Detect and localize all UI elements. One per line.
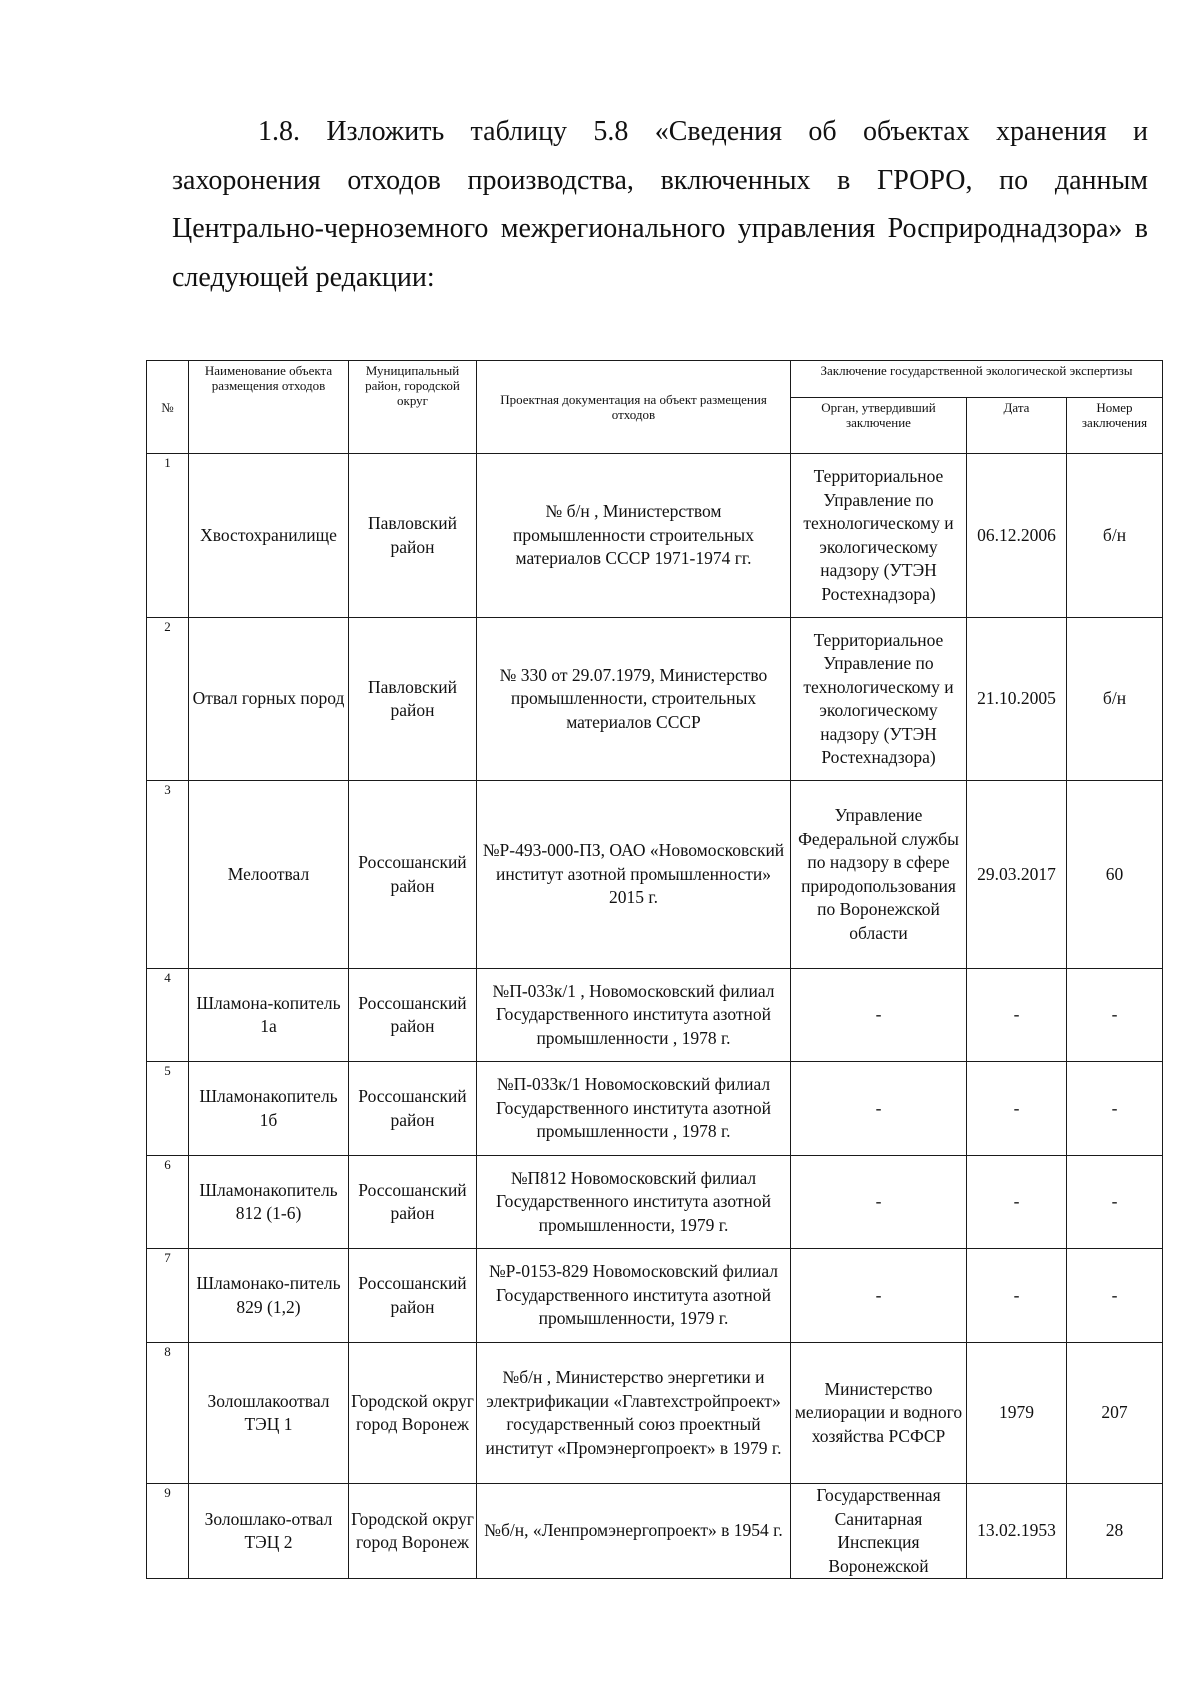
cell-num: 4	[147, 969, 189, 1062]
table-row	[147, 618, 1163, 781]
intro-line: захоронения отходов производства, включенных в ГРОРО, по данным	[172, 164, 1148, 196]
cell-number: -	[1067, 1249, 1163, 1343]
waste-objects-table	[146, 360, 1163, 1579]
cell-num: 5	[147, 1062, 189, 1156]
cell-name: Отвал горных пород	[189, 618, 349, 781]
table-row	[147, 454, 1163, 618]
cell-district: Россошанский район	[349, 1249, 477, 1343]
cell-name: Хвостохранилище	[189, 454, 349, 618]
cell-organ: Территориальное Управление по технологическому и экологическому надзору (УТЭН Ростехнадзора)	[791, 618, 967, 781]
cell-number: б/н	[1067, 454, 1163, 618]
cell-number: 28	[1067, 1484, 1163, 1579]
cell-date: 13.02.1953	[967, 1484, 1067, 1579]
cell-number: 207	[1067, 1343, 1163, 1484]
table-row	[147, 969, 1163, 1062]
header-num: №	[147, 361, 189, 454]
cell-name: Золошлакоотвал ТЭЦ 1	[189, 1343, 349, 1484]
table-row	[147, 1062, 1163, 1156]
cell-number: 60	[1067, 781, 1163, 969]
cell-date: -	[967, 1062, 1067, 1156]
cell-organ: Государственная Санитарная Инспекция Воронежской	[791, 1484, 967, 1579]
table-row	[147, 1484, 1163, 1579]
cell-organ: -	[791, 1062, 967, 1156]
cell-organ: Управление Федеральной службы по надзору в сфере природопользования по Воронежской области	[791, 781, 967, 969]
header-number: Номер заключения	[1067, 398, 1163, 454]
cell-name: Мелоотвал	[189, 781, 349, 969]
cell-district: Городской округ город Воронеж	[349, 1484, 477, 1579]
header-organ: Орган, утвердивший заключение	[791, 398, 967, 454]
cell-date: -	[967, 969, 1067, 1062]
cell-organ: -	[791, 969, 967, 1062]
header-district: Муниципальный район, городской округ	[349, 361, 477, 454]
table-header-row	[147, 361, 1163, 398]
cell-num: 7	[147, 1249, 189, 1343]
cell-num: 2	[147, 618, 189, 781]
cell-num: 8	[147, 1343, 189, 1484]
cell-doc: №Р-0153-829 Новомосковский филиал Государственного института азотной промышленности, 1979 г.	[477, 1249, 791, 1343]
cell-doc: №б/н, «Ленпромэнергопроект» в 1954 г.	[477, 1484, 791, 1579]
header-expertise: Заключение государственной экологической экспертизы	[791, 361, 1163, 398]
cell-district: Россошанский район	[349, 969, 477, 1062]
cell-doc: №Р-493-000-ПЗ, ОАО «Новомосковский институт азотной промышленности» 2015 г.	[477, 781, 791, 969]
cell-name: Шламонакопитель 1б	[189, 1062, 349, 1156]
cell-num: 6	[147, 1156, 189, 1249]
cell-district: Павловский район	[349, 454, 477, 618]
intro-paragraph	[172, 108, 1148, 302]
cell-district: Россошанский район	[349, 1156, 477, 1249]
cell-number: -	[1067, 1062, 1163, 1156]
header-name: Наименование объекта размещения отходов	[189, 361, 349, 454]
cell-organ: Территориальное Управление по технологическому и экологическому надзору (УТЭН Ростехнадзора)	[791, 454, 967, 618]
cell-name: Шламонакопитель 812 (1-6)	[189, 1156, 349, 1249]
cell-doc: №б/н , Министерство энергетики и электрификации «Главтехстройпроект» государственный союз проектный институт «Промэнергопроект» в 1979 г.	[477, 1343, 791, 1484]
intro-line: следующей редакции:	[172, 261, 435, 293]
table-row	[147, 1249, 1163, 1343]
cell-organ: Министерство мелиорации и водного хозяйства РСФСР	[791, 1343, 967, 1484]
cell-name: Золошлако-отвал ТЭЦ 2	[189, 1484, 349, 1579]
cell-name: Шламона-копитель 1а	[189, 969, 349, 1062]
cell-date: -	[967, 1249, 1067, 1343]
cell-district: Городской округ город Воронеж	[349, 1343, 477, 1484]
cell-district: Россошанский район	[349, 1062, 477, 1156]
cell-date: 1979	[967, 1343, 1067, 1484]
cell-district: Россошанский район	[349, 781, 477, 969]
cell-doc: № б/н , Министерством промышленности строительных материалов СССР 1971-1974 гг.	[477, 454, 791, 618]
cell-doc: №П-033к/1 Новомосковский филиал Государственного института азотной промышленности , 1978 г.	[477, 1062, 791, 1156]
cell-date: 06.12.2006	[967, 454, 1067, 618]
cell-doc: №П-033к/1 , Новомосковский филиал Государственного института азотной промышленности , 1978 г.	[477, 969, 791, 1062]
cell-doc: № 330 от 29.07.1979, Министерство промышленности, строительных материалов СССР	[477, 618, 791, 781]
cell-organ: -	[791, 1249, 967, 1343]
cell-district: Павловский район	[349, 618, 477, 781]
cell-number: -	[1067, 969, 1163, 1062]
intro-line: 1.8. Изложить таблицу 5.8 «Сведения об объектах хранения и	[258, 116, 1148, 147]
cell-organ: -	[791, 1156, 967, 1249]
cell-num: 9	[147, 1484, 189, 1579]
intro-line: Центрально-черноземного межрегионального управления Росприроднадзора» в	[172, 213, 1148, 244]
header-date: Дата	[967, 398, 1067, 454]
table-row	[147, 1343, 1163, 1484]
cell-num: 1	[147, 454, 189, 618]
cell-num: 3	[147, 781, 189, 969]
cell-date: 29.03.2017	[967, 781, 1067, 969]
cell-date: -	[967, 1156, 1067, 1249]
cell-date: 21.10.2005	[967, 618, 1067, 781]
table-row	[147, 781, 1163, 969]
cell-number: б/н	[1067, 618, 1163, 781]
cell-doc: №П812 Новомосковский филиал Государственного института азотной промышленности, 1979 г.	[477, 1156, 791, 1249]
cell-number: -	[1067, 1156, 1163, 1249]
cell-name: Шламонако-питель 829 (1,2)	[189, 1249, 349, 1343]
header-doc: Проектная документация на объект размещения отходов	[477, 361, 791, 454]
table-row	[147, 1156, 1163, 1249]
